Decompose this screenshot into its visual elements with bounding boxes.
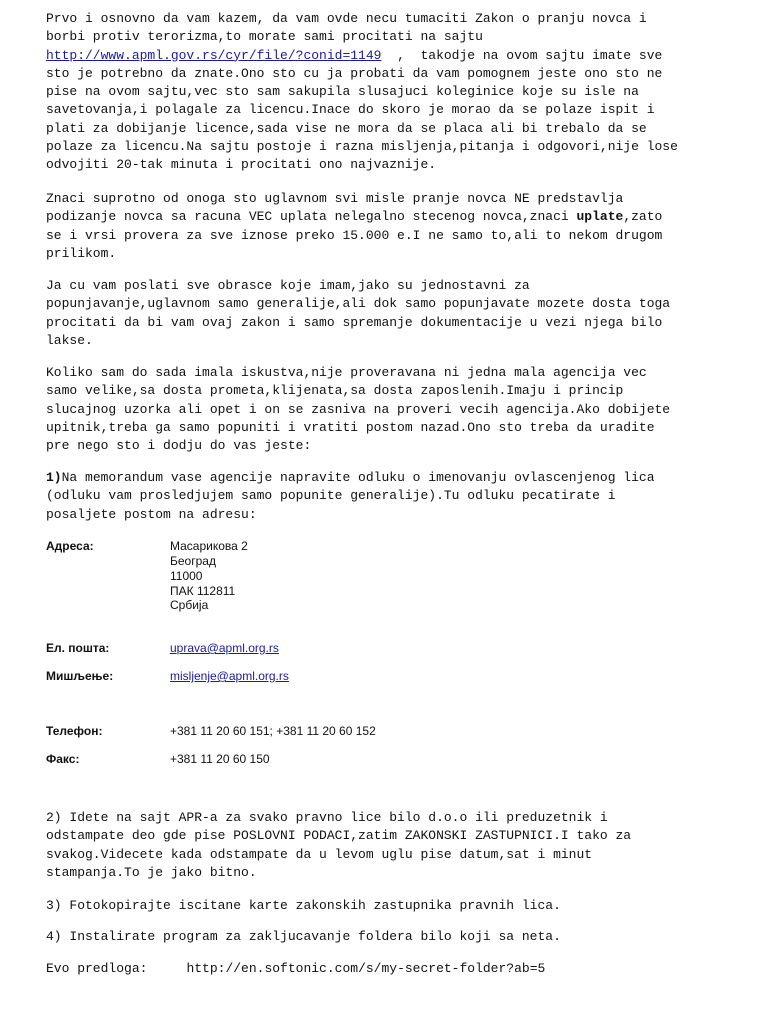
text-line: podizanje novca sa racuna VEC uplata nelegalno stecenog novca,znaci: [46, 209, 577, 225]
address-line: ПАК 112811: [170, 584, 236, 598]
suggestion-url[interactable]: http://en.softonic.com/s/my-secret-folder?ab=5: [186, 961, 546, 976]
opinion-label: Мишљење:: [46, 669, 114, 683]
text-line: sto je potrebno da znate.Ono sto cu ja probati da vam pomognem jeste ono sto ne: [46, 65, 663, 81]
text-line: pre nego sto i dodju do vas jeste:: [46, 438, 312, 454]
text-line: 2) Idete na sajt APR-a za svako pravno lice bilo d.o.o ili preduzetnik i: [46, 810, 608, 825]
text-line: Prvo i osnovno da vam kazem, da vam ovde necu tumaciti Zakon o pranju novca i: [46, 11, 647, 26]
phone-label: Телефон:: [46, 724, 103, 738]
text-line: Na memorandum vase agencije napravite odluku o imenovanju ovlascenjenog lica: [61, 470, 655, 485]
suggestion-label: Evo predloga:: [46, 961, 148, 976]
paragraph-suggestion: [46, 960, 545, 978]
paragraph-intro: [46, 10, 678, 175]
text-line: Ja cu vam poslati sve obrasce koje imam,jako su jednostavni za: [46, 278, 530, 293]
paragraph-forms: [46, 277, 670, 350]
text-line: polaze za licencu.Na sajtu postoje i razna misljenja,pitanja i odgovori,nije lose: [46, 139, 678, 155]
text-line: se i vrsi provera za sve iznose preko 15.000 e.I ne samo to,ali to nekom drugom: [46, 227, 663, 243]
apml-law-link[interactable]: http://www.apml.gov.rs/cyr/file/?conid=1149: [46, 47, 382, 63]
email-link[interactable]: uprava@apml.org.rs: [170, 641, 279, 655]
paragraph-step-2: [46, 809, 631, 882]
paragraph-definition: [46, 190, 662, 263]
paragraph-step-1: [46, 469, 655, 524]
text-line: borbi protiv terorizma,to morate sami procitati na sajtu: [46, 29, 483, 45]
text-line: popunjavanje,uglavnom samo generalije,ali dok samo popunjavate mozete dosta toga: [46, 296, 671, 312]
text-line: lakse.: [46, 332, 93, 348]
text-line: odstampate deo gde pise POSLOVNI PODACI,zatim ZAKONSKI ZASTUPNICI.I tako za: [46, 828, 632, 844]
text-line: procitati da bi vam ovaj zakon i samo spremanje dokumentacije u vezi njega bilo: [46, 314, 663, 330]
text-line: upitnik,treba ga samo popuniti i vratiti postom nazad.Ono sto treba da uradite: [46, 419, 655, 435]
opinion-email-link[interactable]: misljenje@apml.org.rs: [170, 669, 289, 683]
text-line: posaljete postom na adresu:: [46, 506, 257, 522]
fax-value: +381 11 20 60 150: [170, 752, 270, 766]
text-line: slucajnog uzorka ali opet i on se zasniva na proveri vecih agencija.Ako dobijete: [46, 401, 671, 417]
step-number: 1): [46, 470, 62, 485]
paragraph-step-3: 3) Fotokopirajte iscitane karte zakonskih zastupnika pravnih lica.: [46, 898, 561, 913]
fax-label: Факс:: [46, 752, 80, 766]
text-line: savetovanja,i polagale za licencu.Inace do skoro je morao da se polaze ispit i: [46, 102, 655, 118]
text-line: prilikom.: [46, 245, 117, 261]
paragraph-step-4: 4) Instalirate program za zakljucavanje foldera bilo koji sa neta.: [46, 929, 561, 944]
address-line: Београд: [170, 554, 216, 568]
email-label: Ел. пошта:: [46, 641, 110, 655]
text-line: Koliko sam do sada imala iskustva,nije proveravana ni jedna mala agencija vec: [46, 365, 647, 380]
text-line: plati za dobijanje licence,sada vise ne mora da se placa ali bi trebalo da se: [46, 120, 647, 136]
address-label: Адреса:: [46, 539, 94, 553]
text-line: odvojiti 20-tak minuta i procitati ono najvaznije.: [46, 157, 437, 173]
paragraph-experience: [46, 364, 670, 455]
text-line: (odluku vam prosledjujem samo popunite generalije).Tu odluku pecatirate i: [46, 488, 616, 504]
text-line: pise na ovom sajtu,vec sto sam sakupila slusajuci koleginice koje su isle na: [46, 84, 639, 100]
text-line: stampanja.To je jako bitno.: [46, 864, 257, 880]
address-line: 11000: [170, 569, 203, 583]
text-line: ,zato: [623, 209, 663, 225]
text-line: Znaci suprotno od onoga sto uglavnom svi misle pranje novca NE predstavlja: [46, 191, 624, 206]
address-line: Масарикова 2: [170, 539, 248, 553]
text-line: svakog.Videcete kada odstampate da u levom uglu pise datum,sat i minut: [46, 846, 593, 862]
text-line: , takodje na ovom sajtu imate sve: [381, 47, 663, 63]
phone-value: +381 11 20 60 151; +381 11 20 60 152: [170, 724, 376, 738]
bold-word-uplate: uplate: [576, 209, 624, 225]
address-line: Србија: [170, 598, 209, 612]
text-line: samo velike,sa dosta prometa,klijenata,sa dosta zaposlenih.Imaju i princip: [46, 383, 624, 399]
